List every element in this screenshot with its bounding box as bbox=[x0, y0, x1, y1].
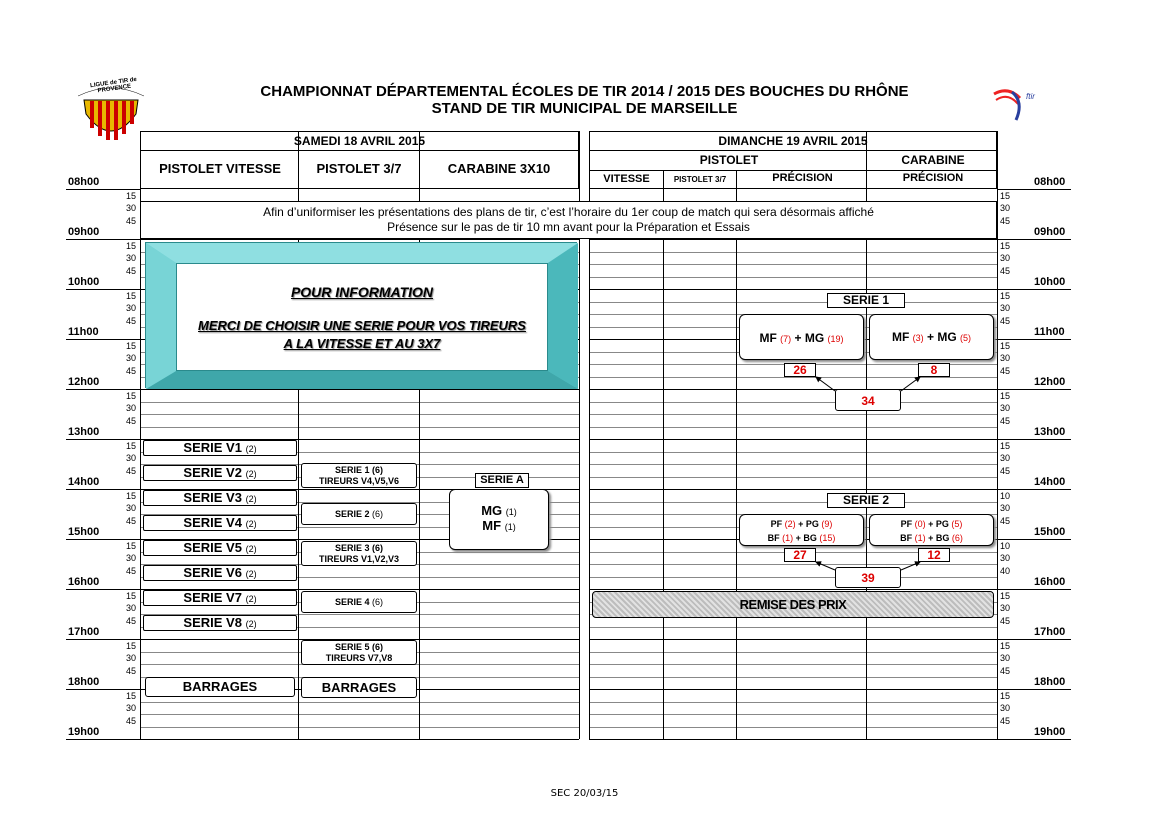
quarter-line-sun bbox=[589, 502, 997, 503]
s2b2-pf-n: (0) bbox=[914, 519, 926, 529]
sunday-day: DIMANCHE 19 AVRIL 2015 bbox=[718, 134, 868, 148]
quarter-line-sun bbox=[589, 664, 997, 665]
s1b2-b: MG bbox=[937, 330, 957, 344]
s1b1-b: MG bbox=[804, 331, 825, 345]
vitesse-serie-count: (2) bbox=[245, 469, 257, 479]
hour-label-left: 19h00 bbox=[68, 726, 100, 738]
quarter-label-left: 15 bbox=[126, 540, 137, 551]
hour-line-sat bbox=[140, 239, 579, 240]
p37-serie-label bbox=[302, 642, 416, 653]
vitesse-serie-label: SERIE V3 bbox=[183, 490, 242, 505]
quarter-label-right: 15 bbox=[1000, 390, 1011, 401]
quarter-label-right: 45 bbox=[1000, 365, 1011, 376]
vitesse-serie-label: SERIE V6 bbox=[183, 565, 242, 580]
quarter-label-right: 15 bbox=[1000, 440, 1011, 451]
p37-serie-count: (6) bbox=[372, 509, 384, 519]
p37-serie-label bbox=[302, 465, 416, 476]
vitesse-serie-box bbox=[143, 565, 297, 581]
barrages-mid-label: BARRAGES bbox=[321, 680, 397, 695]
info-box bbox=[145, 242, 577, 388]
quarter-label-right: 45 bbox=[1000, 265, 1011, 276]
s2b2-pg: PG bbox=[935, 519, 949, 529]
quarter-line-sun bbox=[589, 477, 997, 478]
s1b1-a: MF bbox=[759, 331, 777, 345]
hour-line-sun bbox=[589, 689, 997, 690]
vitesse-serie-count: (2) bbox=[245, 519, 257, 529]
s2b2-bf: BF bbox=[900, 533, 913, 543]
quarter-label-left: 15 bbox=[126, 240, 137, 251]
vitesse-serie-box bbox=[143, 490, 297, 506]
p37-serie-label bbox=[302, 543, 416, 554]
quarter-label-left: 45 bbox=[126, 265, 137, 276]
hour-line-sun bbox=[589, 639, 997, 640]
quarter-line-sun bbox=[589, 252, 997, 253]
vitesse-serie-box bbox=[143, 615, 297, 631]
quarter-label-left: 15 bbox=[126, 590, 137, 601]
hour-label-left: 17h00 bbox=[68, 626, 100, 638]
vitesse-serie-box bbox=[143, 590, 297, 606]
sun-serie1-grand bbox=[835, 389, 901, 411]
hour-line-sun bbox=[589, 439, 997, 440]
quarter-label-right: 40 bbox=[1000, 565, 1011, 576]
s1b2-bn: (5) bbox=[960, 333, 972, 343]
quarter-line-sun bbox=[589, 302, 997, 303]
footer-ref: SEC 20/03/15 bbox=[550, 788, 619, 799]
s2-total2: 12 bbox=[927, 548, 941, 562]
vitesse-serie-count: (2) bbox=[245, 619, 257, 629]
sun-serie2-grand bbox=[835, 567, 901, 588]
hour-label-right: 18h00 bbox=[1034, 676, 1066, 688]
notice-line1: Afin d’uniformiser les présentations des plans de tir, c’est l’horaire du 1er coup de match qui sera désormais affiché bbox=[263, 205, 874, 219]
s2b2-pf: PF bbox=[900, 519, 913, 529]
notice-box bbox=[140, 201, 997, 239]
quarter-label-left: 45 bbox=[126, 315, 137, 326]
quarter-label-left: 30 bbox=[126, 353, 137, 363]
quarter-label-right: 30 bbox=[1000, 653, 1011, 663]
sat-col-carabine: CARABINE 3X10 bbox=[447, 161, 551, 176]
vitesse-serie-label: SERIE V8 bbox=[183, 615, 242, 630]
title-line1: CHAMPIONNAT DÉPARTEMENTAL ÉCOLES DE TIR 2014 / 2015 DES BOUCHES DU RHÔNE bbox=[260, 83, 909, 100]
vitesse-serie-box bbox=[143, 540, 297, 556]
sunday-header bbox=[589, 131, 997, 151]
p37-serie-line2: TIREURS V4,V5,V6 bbox=[318, 476, 400, 486]
s1-total2: 8 bbox=[930, 363, 938, 377]
p37-serie-line2: TIREURS V7,V8 bbox=[325, 653, 393, 663]
s2b1-plus2: + bbox=[795, 533, 801, 543]
quarter-label-left: 30 bbox=[126, 303, 137, 313]
quarter-label-left: 30 bbox=[126, 453, 137, 463]
p37-serie-label bbox=[302, 509, 416, 520]
quarter-label-right: 10 bbox=[1000, 540, 1011, 551]
hour-label-right: 13h00 bbox=[1034, 426, 1066, 438]
s1b1-an: (7) bbox=[780, 334, 792, 344]
p37-serie-box bbox=[301, 541, 417, 566]
saturday-header bbox=[140, 131, 579, 151]
quarter-label-right: 15 bbox=[1000, 190, 1011, 201]
s2-grand: 39 bbox=[861, 571, 875, 585]
quarter-line-sun bbox=[589, 464, 997, 465]
hour-label-right: 16h00 bbox=[1034, 576, 1066, 588]
quarter-line-sun bbox=[589, 277, 997, 278]
sun-serie1-label bbox=[827, 293, 905, 308]
p37-serie-count: (6) bbox=[372, 597, 384, 607]
hour-line-sun bbox=[589, 239, 997, 240]
s2b1-bg: BG bbox=[803, 533, 817, 543]
vitesse-serie-box bbox=[143, 465, 297, 481]
col-line-sun bbox=[997, 131, 998, 739]
barrages-mid bbox=[301, 677, 417, 698]
quarter-label-right: 30 bbox=[1000, 203, 1011, 213]
hour-label-left: 15h00 bbox=[68, 526, 100, 538]
p37-serie-box bbox=[301, 640, 417, 665]
quarter-label-right: 45 bbox=[1000, 415, 1011, 426]
hour-label-left: 13h00 bbox=[68, 426, 100, 438]
quarter-label-right: 10 bbox=[1000, 490, 1011, 501]
col-line-sun bbox=[663, 171, 664, 739]
hour-label-left: 10h00 bbox=[68, 276, 100, 288]
quarter-label-left: 45 bbox=[126, 365, 137, 376]
sun-precision-pistolet: PRÉCISION bbox=[772, 172, 833, 184]
cs-mf: MF bbox=[482, 518, 502, 533]
s2b2-bf-n: (1) bbox=[914, 533, 926, 543]
grid-bottom bbox=[140, 739, 579, 740]
vitesse-serie-label: SERIE V1 bbox=[183, 440, 242, 455]
quarter-label-left: 45 bbox=[126, 665, 137, 676]
quarter-label-right: 30 bbox=[1000, 403, 1011, 413]
sun-serie2-box1 bbox=[739, 514, 864, 546]
hour-line-sat bbox=[140, 389, 579, 390]
p37-serie-line1: SERIE 4 bbox=[334, 597, 370, 607]
vitesse-serie-label: SERIE V5 bbox=[183, 540, 242, 555]
notice-line2: Présence sur le pas de tir 10 mn avant pour la Préparation et Essais bbox=[387, 220, 750, 234]
s2b1-bf: BF bbox=[767, 533, 780, 543]
hour-label-left: 18h00 bbox=[68, 676, 100, 688]
s1b2-a: MF bbox=[891, 330, 910, 344]
info-title: POUR INFORMATION bbox=[290, 284, 434, 300]
quarter-line-sat bbox=[140, 414, 579, 415]
quarter-label-left: 45 bbox=[126, 615, 137, 626]
quarter-label-left: 30 bbox=[126, 253, 137, 263]
s2-total1: 27 bbox=[793, 548, 807, 562]
quarter-label-right: 15 bbox=[1000, 640, 1011, 651]
quarter-label-left: 45 bbox=[126, 415, 137, 426]
s1b2-plus: + bbox=[926, 330, 934, 344]
hour-label-left: 14h00 bbox=[68, 476, 100, 488]
vitesse-serie-count: (2) bbox=[245, 594, 257, 604]
s2b2-plus2: + bbox=[928, 533, 934, 543]
hour-label-right: 11h00 bbox=[1034, 326, 1065, 338]
hour-line-sun bbox=[589, 289, 997, 290]
serie-a-label: SERIE A bbox=[480, 474, 524, 486]
ftir-logo-text: ftir bbox=[1026, 92, 1035, 101]
s2b1-pf-n: (2) bbox=[784, 519, 796, 529]
hour-label-right: 17h00 bbox=[1034, 626, 1066, 638]
quarter-line-sat bbox=[140, 727, 579, 728]
hour-line-sun bbox=[589, 389, 997, 390]
quarter-line-sun bbox=[589, 727, 997, 728]
info-line2: A LA VITESSE ET AU 3X7 bbox=[283, 336, 441, 351]
s2b1-bf-n: (1) bbox=[782, 533, 794, 543]
quarter-line-sun bbox=[589, 577, 997, 578]
title-line2: STAND DE TIR MUNICIPAL DE MARSEILLE bbox=[431, 100, 738, 117]
sun-serie1-text: SERIE 1 bbox=[842, 293, 890, 307]
quarter-line-sat bbox=[140, 427, 579, 428]
vitesse-serie-label: SERIE V4 bbox=[183, 515, 242, 530]
quarter-label-right: 45 bbox=[1000, 615, 1011, 626]
sun-serie2-total1 bbox=[784, 548, 816, 562]
s1b2-an: (3) bbox=[912, 333, 924, 343]
hour-label-left: 08h00 bbox=[68, 176, 100, 188]
quarter-label-left: 15 bbox=[126, 640, 137, 651]
quarter-label-right: 15 bbox=[1000, 290, 1011, 301]
ligue-logo-text: LIGUE de TIR de PROVENCE bbox=[89, 76, 138, 95]
quarter-line-sun bbox=[589, 402, 997, 403]
p37-serie-label bbox=[302, 597, 416, 608]
s2b2-bg-n: (6) bbox=[951, 533, 963, 543]
quarter-label-right: 15 bbox=[1000, 240, 1011, 251]
grid-bottom bbox=[589, 739, 997, 740]
sun-serie2-total2 bbox=[918, 548, 950, 562]
sun-serie2-label bbox=[827, 493, 905, 508]
quarter-label-right: 45 bbox=[1000, 465, 1011, 476]
quarter-label-right: 15 bbox=[1000, 690, 1011, 701]
sun-vitesse: VITESSE bbox=[603, 173, 650, 185]
quarter-line-sun bbox=[589, 264, 997, 265]
quarter-label-right: 15 bbox=[1000, 590, 1011, 601]
saturday-col-headers bbox=[140, 151, 579, 189]
sun-serie1-total1 bbox=[784, 363, 816, 377]
sun-carabine: CARABINE bbox=[901, 153, 965, 167]
vitesse-serie-count: (2) bbox=[245, 444, 257, 454]
s2b2-bg: BG bbox=[935, 533, 950, 543]
quarter-label-left: 45 bbox=[126, 565, 137, 576]
quarter-label-left: 15 bbox=[126, 440, 137, 451]
quarter-label-right: 45 bbox=[1000, 715, 1011, 726]
sun-pistolet37: PISTOLET 3/7 bbox=[673, 175, 727, 184]
barrages-left bbox=[145, 677, 295, 697]
quarter-label-left: 15 bbox=[126, 490, 137, 501]
sun-pistolet: PISTOLET bbox=[699, 153, 759, 167]
quarter-line-sun bbox=[589, 414, 997, 415]
quarter-label-right: 30 bbox=[1000, 353, 1011, 363]
quarter-label-left: 15 bbox=[126, 290, 137, 301]
p37-serie-line1: SERIE 2 bbox=[334, 509, 370, 519]
vitesse-serie-count: (2) bbox=[245, 544, 257, 554]
hour-line-sun bbox=[589, 589, 997, 590]
quarter-line-sat bbox=[140, 702, 579, 703]
hour-label-left: 12h00 bbox=[68, 376, 100, 388]
sun-serie2-box2 bbox=[869, 514, 994, 546]
p37-serie-line1: SERIE 3 (6) bbox=[334, 543, 383, 553]
quarter-line-sun bbox=[589, 652, 997, 653]
hour-label-right: 08h00 bbox=[1034, 176, 1066, 188]
quarter-label-left: 30 bbox=[126, 403, 137, 413]
quarter-line-sun bbox=[589, 702, 997, 703]
sun-serie1-box1 bbox=[739, 314, 864, 360]
quarter-label-left: 45 bbox=[126, 715, 137, 726]
quarter-line-sun bbox=[589, 627, 997, 628]
quarter-label-left: 15 bbox=[126, 690, 137, 701]
quarter-label-left: 30 bbox=[126, 603, 137, 613]
hour-line-sun bbox=[589, 489, 997, 490]
carabine-sat-box bbox=[449, 489, 549, 550]
vitesse-serie-count: (2) bbox=[245, 569, 257, 579]
sunday-col-headers bbox=[589, 151, 997, 189]
s2b2-pg-n: (5) bbox=[951, 519, 963, 529]
quarter-label-right: 30 bbox=[1000, 603, 1011, 613]
quarter-line-sun bbox=[589, 564, 997, 565]
quarter-label-right: 45 bbox=[1000, 215, 1011, 226]
quarter-label-left: 15 bbox=[126, 340, 137, 351]
hour-label-right: 19h00 bbox=[1034, 726, 1066, 738]
sat-col-pistolet-vitesse: PISTOLET VITESSE bbox=[159, 161, 281, 176]
p37-serie-line2: TIREURS V1,V2,V3 bbox=[318, 554, 400, 564]
s2b1-pg-n: (9) bbox=[821, 519, 833, 529]
quarter-label-left: 30 bbox=[126, 703, 137, 713]
quarter-label-left: 45 bbox=[126, 515, 137, 526]
quarter-label-left: 30 bbox=[126, 653, 137, 663]
quarter-line-sun bbox=[589, 714, 997, 715]
s2b2-plus1: + bbox=[928, 519, 934, 529]
quarter-label-right: 30 bbox=[1000, 303, 1011, 313]
s2b1-pg: PG bbox=[805, 519, 819, 529]
sun-serie1-total2 bbox=[918, 363, 950, 377]
quarter-label-right: 30 bbox=[1000, 503, 1011, 513]
quarter-line-sun bbox=[589, 452, 997, 453]
s1-grand: 34 bbox=[861, 394, 875, 408]
hour-label-right: 15h00 bbox=[1034, 526, 1066, 538]
quarter-label-right: 45 bbox=[1000, 315, 1011, 326]
sun-serie2-text: SERIE 2 bbox=[842, 493, 890, 507]
s1-total1: 26 bbox=[793, 363, 807, 377]
quarter-label-right: 45 bbox=[1000, 665, 1011, 676]
hour-label-right: 09h00 bbox=[1034, 226, 1066, 238]
vitesse-serie-label: SERIE V7 bbox=[183, 590, 242, 605]
s2b1-pf: PF bbox=[770, 519, 783, 529]
quarter-line-sun bbox=[589, 677, 997, 678]
info-line1: MERCI DE CHOISIR UNE SERIE POUR VOS TIREURS bbox=[198, 318, 526, 333]
quarter-label-left: 30 bbox=[126, 503, 137, 513]
hour-line bbox=[66, 739, 140, 740]
p37-serie-line1: SERIE 1 (6) bbox=[334, 465, 383, 475]
sat-col-pistolet37: PISTOLET 3/7 bbox=[316, 161, 402, 176]
hour-label-right: 14h00 bbox=[1034, 476, 1066, 488]
col-line-sun bbox=[736, 171, 737, 739]
quarter-label-right: 30 bbox=[1000, 553, 1011, 563]
remise-des-prix bbox=[592, 591, 994, 618]
quarter-line-sat bbox=[140, 402, 579, 403]
hour-label-left: 16h00 bbox=[68, 576, 100, 588]
saturday-day: SAMEDI 18 AVRIL 2015 bbox=[293, 134, 426, 148]
p37-serie-box bbox=[301, 503, 417, 525]
cs-mf-count: (1) bbox=[504, 522, 516, 532]
carabine-serie-a bbox=[475, 473, 529, 488]
quarter-line-sun bbox=[589, 427, 997, 428]
quarter-line-sat bbox=[140, 714, 579, 715]
quarter-label-left: 45 bbox=[126, 465, 137, 476]
quarter-label-right: 30 bbox=[1000, 453, 1011, 463]
remise-label: REMISE DES PRIX bbox=[739, 597, 847, 612]
sun-precision-carabine: PRÉCISION bbox=[902, 172, 964, 184]
cs-mg: MG bbox=[481, 503, 503, 518]
s2b1-bg-n: (15) bbox=[819, 533, 836, 543]
quarter-label-left: 45 bbox=[126, 215, 137, 226]
quarter-label-right: 30 bbox=[1000, 703, 1011, 713]
quarter-label-right: 45 bbox=[1000, 515, 1011, 526]
hour-line bbox=[66, 189, 140, 190]
quarter-label-right: 30 bbox=[1000, 253, 1011, 263]
hour-label-left: 09h00 bbox=[68, 226, 100, 238]
quarter-label-right: 15 bbox=[1000, 340, 1011, 351]
vitesse-serie-count: (2) bbox=[245, 494, 257, 504]
hour-label-left: 11h00 bbox=[68, 326, 99, 338]
quarter-label-left: 30 bbox=[126, 553, 137, 563]
s2b1-plus1: + bbox=[798, 519, 804, 529]
quarter-label-left: 30 bbox=[126, 203, 137, 213]
barrages-left-label: BARRAGES bbox=[182, 679, 258, 694]
hour-label-right: 12h00 bbox=[1034, 376, 1066, 388]
vitesse-serie-box bbox=[143, 440, 297, 456]
hour-line bbox=[997, 189, 1071, 190]
sun-serie1-box2 bbox=[869, 314, 994, 360]
cs-mg-count: (1) bbox=[505, 507, 517, 517]
vitesse-serie-label: SERIE V2 bbox=[183, 465, 242, 480]
p37-serie-box bbox=[301, 591, 417, 613]
hour-label-right: 10h00 bbox=[1034, 276, 1066, 288]
p37-serie-line1: SERIE 5 (6) bbox=[334, 642, 383, 652]
quarter-label-left: 15 bbox=[126, 390, 137, 401]
hour-line bbox=[997, 739, 1071, 740]
s1b1-plus: + bbox=[794, 331, 802, 345]
quarter-label-left: 15 bbox=[126, 190, 137, 201]
p37-serie-box bbox=[301, 463, 417, 488]
s1b1-bn: (19) bbox=[827, 334, 844, 344]
vitesse-serie-box bbox=[143, 515, 297, 531]
